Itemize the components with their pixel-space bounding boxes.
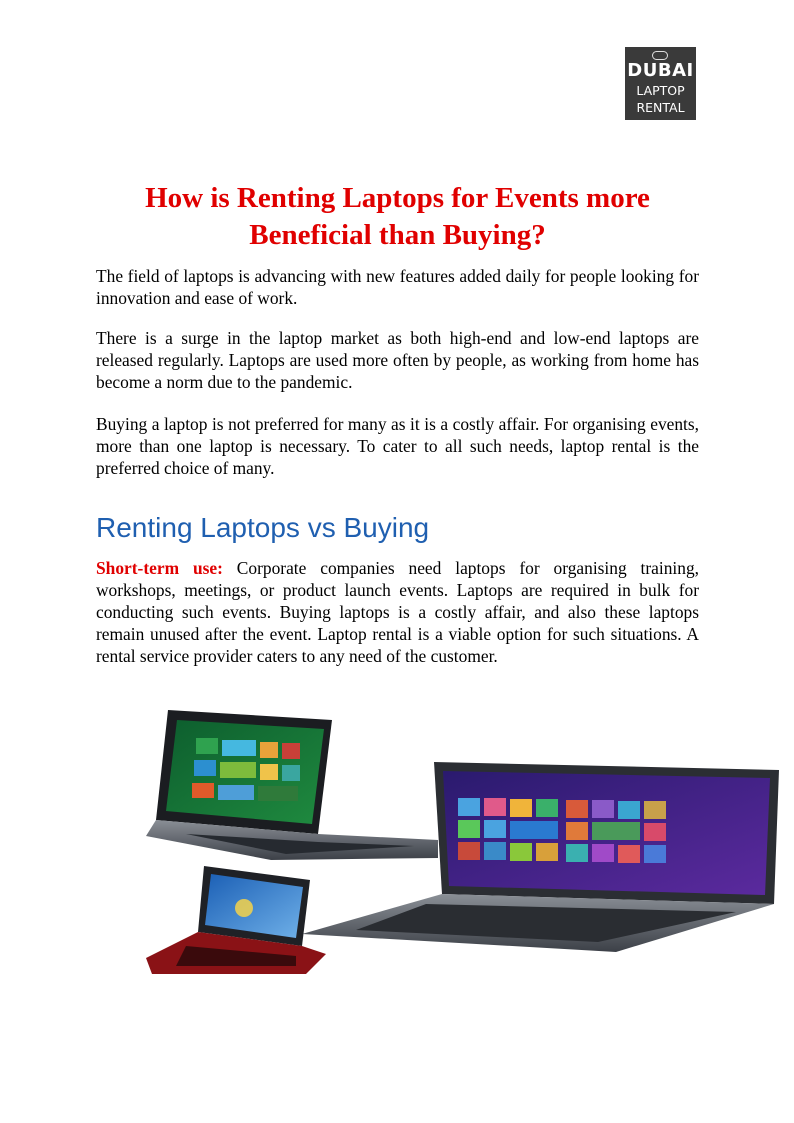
netbook-laptop — [146, 866, 326, 974]
short-term-use-label: Short-term use: — [96, 558, 223, 578]
short-term-use-paragraph — [96, 557, 699, 667]
section-heading: Renting Laptops vs Buying — [96, 512, 430, 543]
intro-paragraph-1: The field of laptops is advancing with new features added daily for people looking for innovation and ease of work. — [96, 266, 699, 308]
logo-line-2: LAPTOP — [636, 83, 685, 98]
short-term-use-body: Corporate companies need laptops for organising training, workshops, meetings, or product launch events. Laptops are required in bulk for conducting such events. Buying laptops is a costly affair, and also these laptops remain unused after the event. Laptop rental is a viable option for such situations. A rental service provider caters to any need of the customer. — [96, 558, 699, 666]
page-title: How is Renting Laptops for Events more Beneficial than Buying? — [145, 182, 650, 251]
logo-line-1: DUBAI — [627, 60, 694, 81]
intro-paragraph-2: There is a surge in the laptop market as both high-end and low-end laptops are released regularly. Laptops are used more often by people, as working from home has become a norm due to the pandemic. — [96, 328, 699, 392]
laptops-illustration — [146, 708, 782, 980]
logo-cap-icon — [652, 51, 668, 60]
intro-paragraph-3: Buying a laptop is not preferred for many as it is a costly affair. For organising events, more than one laptop is necessary. To cater to all such needs, laptop rental is the preferred choice of many. — [96, 414, 699, 478]
company-logo — [625, 47, 696, 120]
convertible-laptop — [146, 710, 438, 860]
logo-line-3: RENTAL — [636, 100, 685, 115]
